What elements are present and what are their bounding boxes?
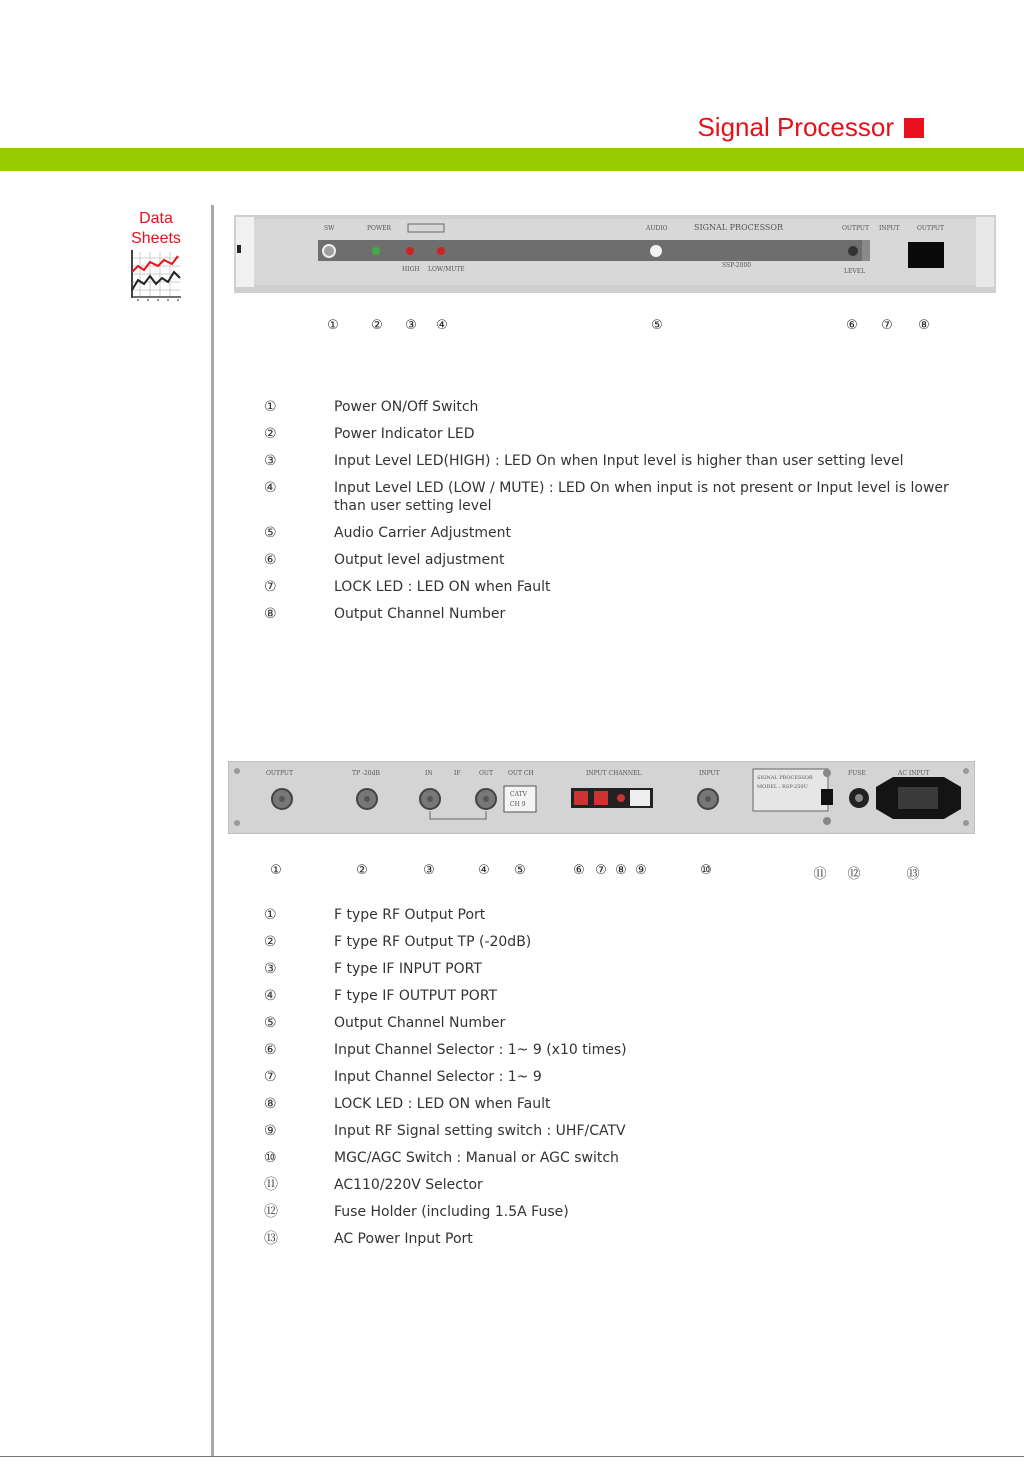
item-text: F type IF INPUT PORT	[334, 961, 482, 977]
item-number: ⑤	[264, 525, 277, 541]
callout-number: ⑤	[651, 318, 663, 333]
list-item	[262, 1122, 962, 1140]
item-text: Input Channel Selector : 1~ 9	[334, 1069, 542, 1085]
item-number: ⑫	[264, 1204, 278, 1220]
low-mute-led	[437, 247, 445, 255]
header-green-bar	[0, 148, 1024, 171]
item-number: ⑩	[264, 1150, 277, 1166]
label-input: INPUT	[879, 225, 900, 232]
list-item	[262, 1203, 962, 1221]
item-text: LOCK LED : LED ON when Fault	[334, 579, 551, 595]
callout-number: ⑦	[595, 863, 607, 878]
output-level-knob[interactable]	[848, 246, 858, 256]
power-led	[372, 247, 380, 255]
callout-number: ⑫	[847, 867, 861, 882]
label-input-channel: INPUT CHANNEL	[586, 770, 642, 777]
list-item	[262, 1230, 962, 1248]
list-item	[262, 906, 962, 924]
callout-number: ②	[371, 318, 383, 333]
item-number: ⑧	[264, 1096, 277, 1112]
item-text: AC Power Input Port	[334, 1231, 473, 1247]
label-low-mute: LOW/MUTE	[428, 266, 465, 273]
list-item	[262, 1149, 962, 1167]
item-text: Output Channel Number	[334, 1015, 506, 1031]
callout-number: ②	[356, 863, 368, 878]
callout-number: ⑥	[846, 318, 858, 333]
label-output: OUTPUT	[842, 225, 869, 232]
label-ch: CH 9	[510, 801, 526, 808]
item-number: ③	[264, 453, 277, 469]
list-item	[262, 398, 962, 416]
item-number: ③	[264, 961, 277, 977]
audio-knob[interactable]	[650, 245, 662, 257]
label-ac-input: AC INPUT	[898, 770, 930, 777]
callout-number: ④	[436, 318, 448, 333]
label-out: OUT	[479, 770, 493, 777]
item-text: MGC/AGC Switch : Manual or AGC switch	[334, 1150, 619, 1166]
item-text: Input Channel Selector : 1~ 9 (x10 times)	[334, 1042, 627, 1058]
label-brand: SIGNAL PROCESSOR	[694, 223, 783, 232]
label-tp: TP -20dB	[352, 770, 380, 777]
chart-icon	[128, 250, 182, 302]
item-number: ④	[264, 988, 277, 1004]
red-square-icon	[904, 118, 924, 138]
data-sheets-line2: Sheets	[131, 230, 181, 247]
item-number: ⑦	[264, 579, 277, 595]
channel-selector-x10[interactable]	[574, 791, 588, 805]
callout-number: ③	[423, 863, 435, 878]
item-number: ⑥	[264, 1042, 277, 1058]
list-item	[262, 1095, 962, 1113]
page-title-text: Signal Processor	[697, 112, 894, 142]
voltage-selector[interactable]	[821, 789, 833, 805]
list-item	[262, 960, 962, 978]
data-sheets-label[interactable]	[118, 209, 194, 249]
item-number: ⑬	[264, 1231, 278, 1247]
callout-number: ⑪	[813, 867, 827, 882]
label-audio: AUDIO	[646, 225, 668, 232]
sidebar-divider	[211, 205, 214, 1457]
list-item	[262, 987, 962, 1005]
callout-number: ④	[478, 863, 490, 878]
power-switch[interactable]	[323, 245, 335, 257]
item-text: Output level adjustment	[334, 552, 505, 568]
list-item	[262, 605, 962, 623]
label-sticker2: MODEL : RSP-250U	[757, 784, 808, 790]
label-input: INPUT	[699, 770, 720, 777]
label-output: OUTPUT	[266, 770, 293, 777]
list-item	[262, 479, 962, 515]
list-item	[262, 452, 962, 470]
item-number: ⑥	[264, 552, 277, 568]
list-item	[262, 425, 962, 443]
callout-number: ①	[327, 318, 339, 333]
list-item	[262, 524, 962, 542]
label-power: POWER	[367, 225, 392, 232]
item-text: AC110/220V Selector	[334, 1177, 483, 1193]
label-high: HIGH	[402, 266, 420, 273]
channel-selector-x1[interactable]	[594, 791, 608, 805]
high-led	[406, 247, 414, 255]
data-sheets-line1: Data	[139, 210, 173, 227]
item-number: ⑧	[264, 606, 277, 622]
list-item	[262, 1014, 962, 1032]
rear-panel-list	[262, 906, 962, 1257]
callout-number: ⑧	[918, 318, 930, 333]
item-number: ①	[264, 399, 277, 415]
item-text: Input Level LED (LOW / MUTE) : LED On when input is not present or Input level is lower than user setting level	[334, 480, 949, 514]
output-channel-display	[908, 242, 944, 268]
callout-number: ⑥	[573, 863, 585, 878]
label-in: IN	[425, 770, 433, 777]
item-text: Power Indicator LED	[334, 426, 475, 442]
item-number: ②	[264, 934, 277, 950]
label-sticker1: SIGNAL PROCESSOR	[757, 775, 813, 781]
item-number: ⑪	[264, 1177, 278, 1193]
item-text: LOCK LED : LED ON when Fault	[334, 1096, 551, 1112]
list-item	[262, 933, 962, 951]
lock-led	[617, 794, 625, 802]
item-text: Input Level LED(HIGH) : LED On when Input level is higher than user setting level	[334, 453, 904, 469]
label-sw: SW	[324, 225, 335, 232]
item-text: Output Channel Number	[334, 606, 506, 622]
label-fuse: FUSE	[848, 770, 866, 777]
list-item	[262, 578, 962, 596]
item-number: ④	[264, 480, 277, 496]
rear-panel-image	[228, 761, 975, 834]
callout-number: ⑩	[700, 863, 712, 878]
item-text: Audio Carrier Adjustment	[334, 525, 511, 541]
callout-number: ⑬	[906, 867, 920, 882]
callout-number: ⑦	[881, 318, 893, 333]
item-number: ⑨	[264, 1123, 277, 1139]
item-number: ②	[264, 426, 277, 442]
item-text: F type IF OUTPUT PORT	[334, 988, 498, 1004]
callout-number: ⑨	[635, 863, 647, 878]
item-number: ⑦	[264, 1069, 277, 1085]
list-item	[262, 1068, 962, 1086]
page-title	[697, 112, 924, 143]
list-item	[262, 551, 962, 569]
footer-divider	[0, 1456, 1024, 1457]
item-text: Power ON/Off Switch	[334, 399, 479, 415]
label-output2: OUTPUT	[917, 225, 944, 232]
callout-number: ①	[270, 863, 282, 878]
list-item	[262, 1041, 962, 1059]
front-panel-list	[262, 398, 962, 632]
label-model: SSP-2000	[722, 262, 752, 269]
callout-number: ⑤	[514, 863, 526, 878]
item-number: ①	[264, 907, 277, 923]
item-text: F type RF Output TP (-20dB)	[334, 934, 532, 950]
callout-number: ⑧	[615, 863, 627, 878]
item-text: F type RF Output Port	[334, 907, 486, 923]
callout-number: ③	[405, 318, 417, 333]
label-level: LEVEL	[844, 268, 866, 275]
uhf-catv-switch[interactable]	[630, 790, 650, 806]
label-catv: CATV	[510, 791, 527, 798]
item-text: Input RF Signal setting switch : UHF/CATV	[334, 1123, 626, 1139]
list-item	[262, 1176, 962, 1194]
item-text: Fuse Holder (including 1.5A Fuse)	[334, 1204, 569, 1220]
output-channel-label	[504, 786, 536, 812]
label-if: IF	[454, 770, 461, 777]
front-panel-image	[234, 215, 996, 293]
label-out-ch: OUT CH	[508, 770, 534, 777]
item-number: ⑤	[264, 1015, 277, 1031]
